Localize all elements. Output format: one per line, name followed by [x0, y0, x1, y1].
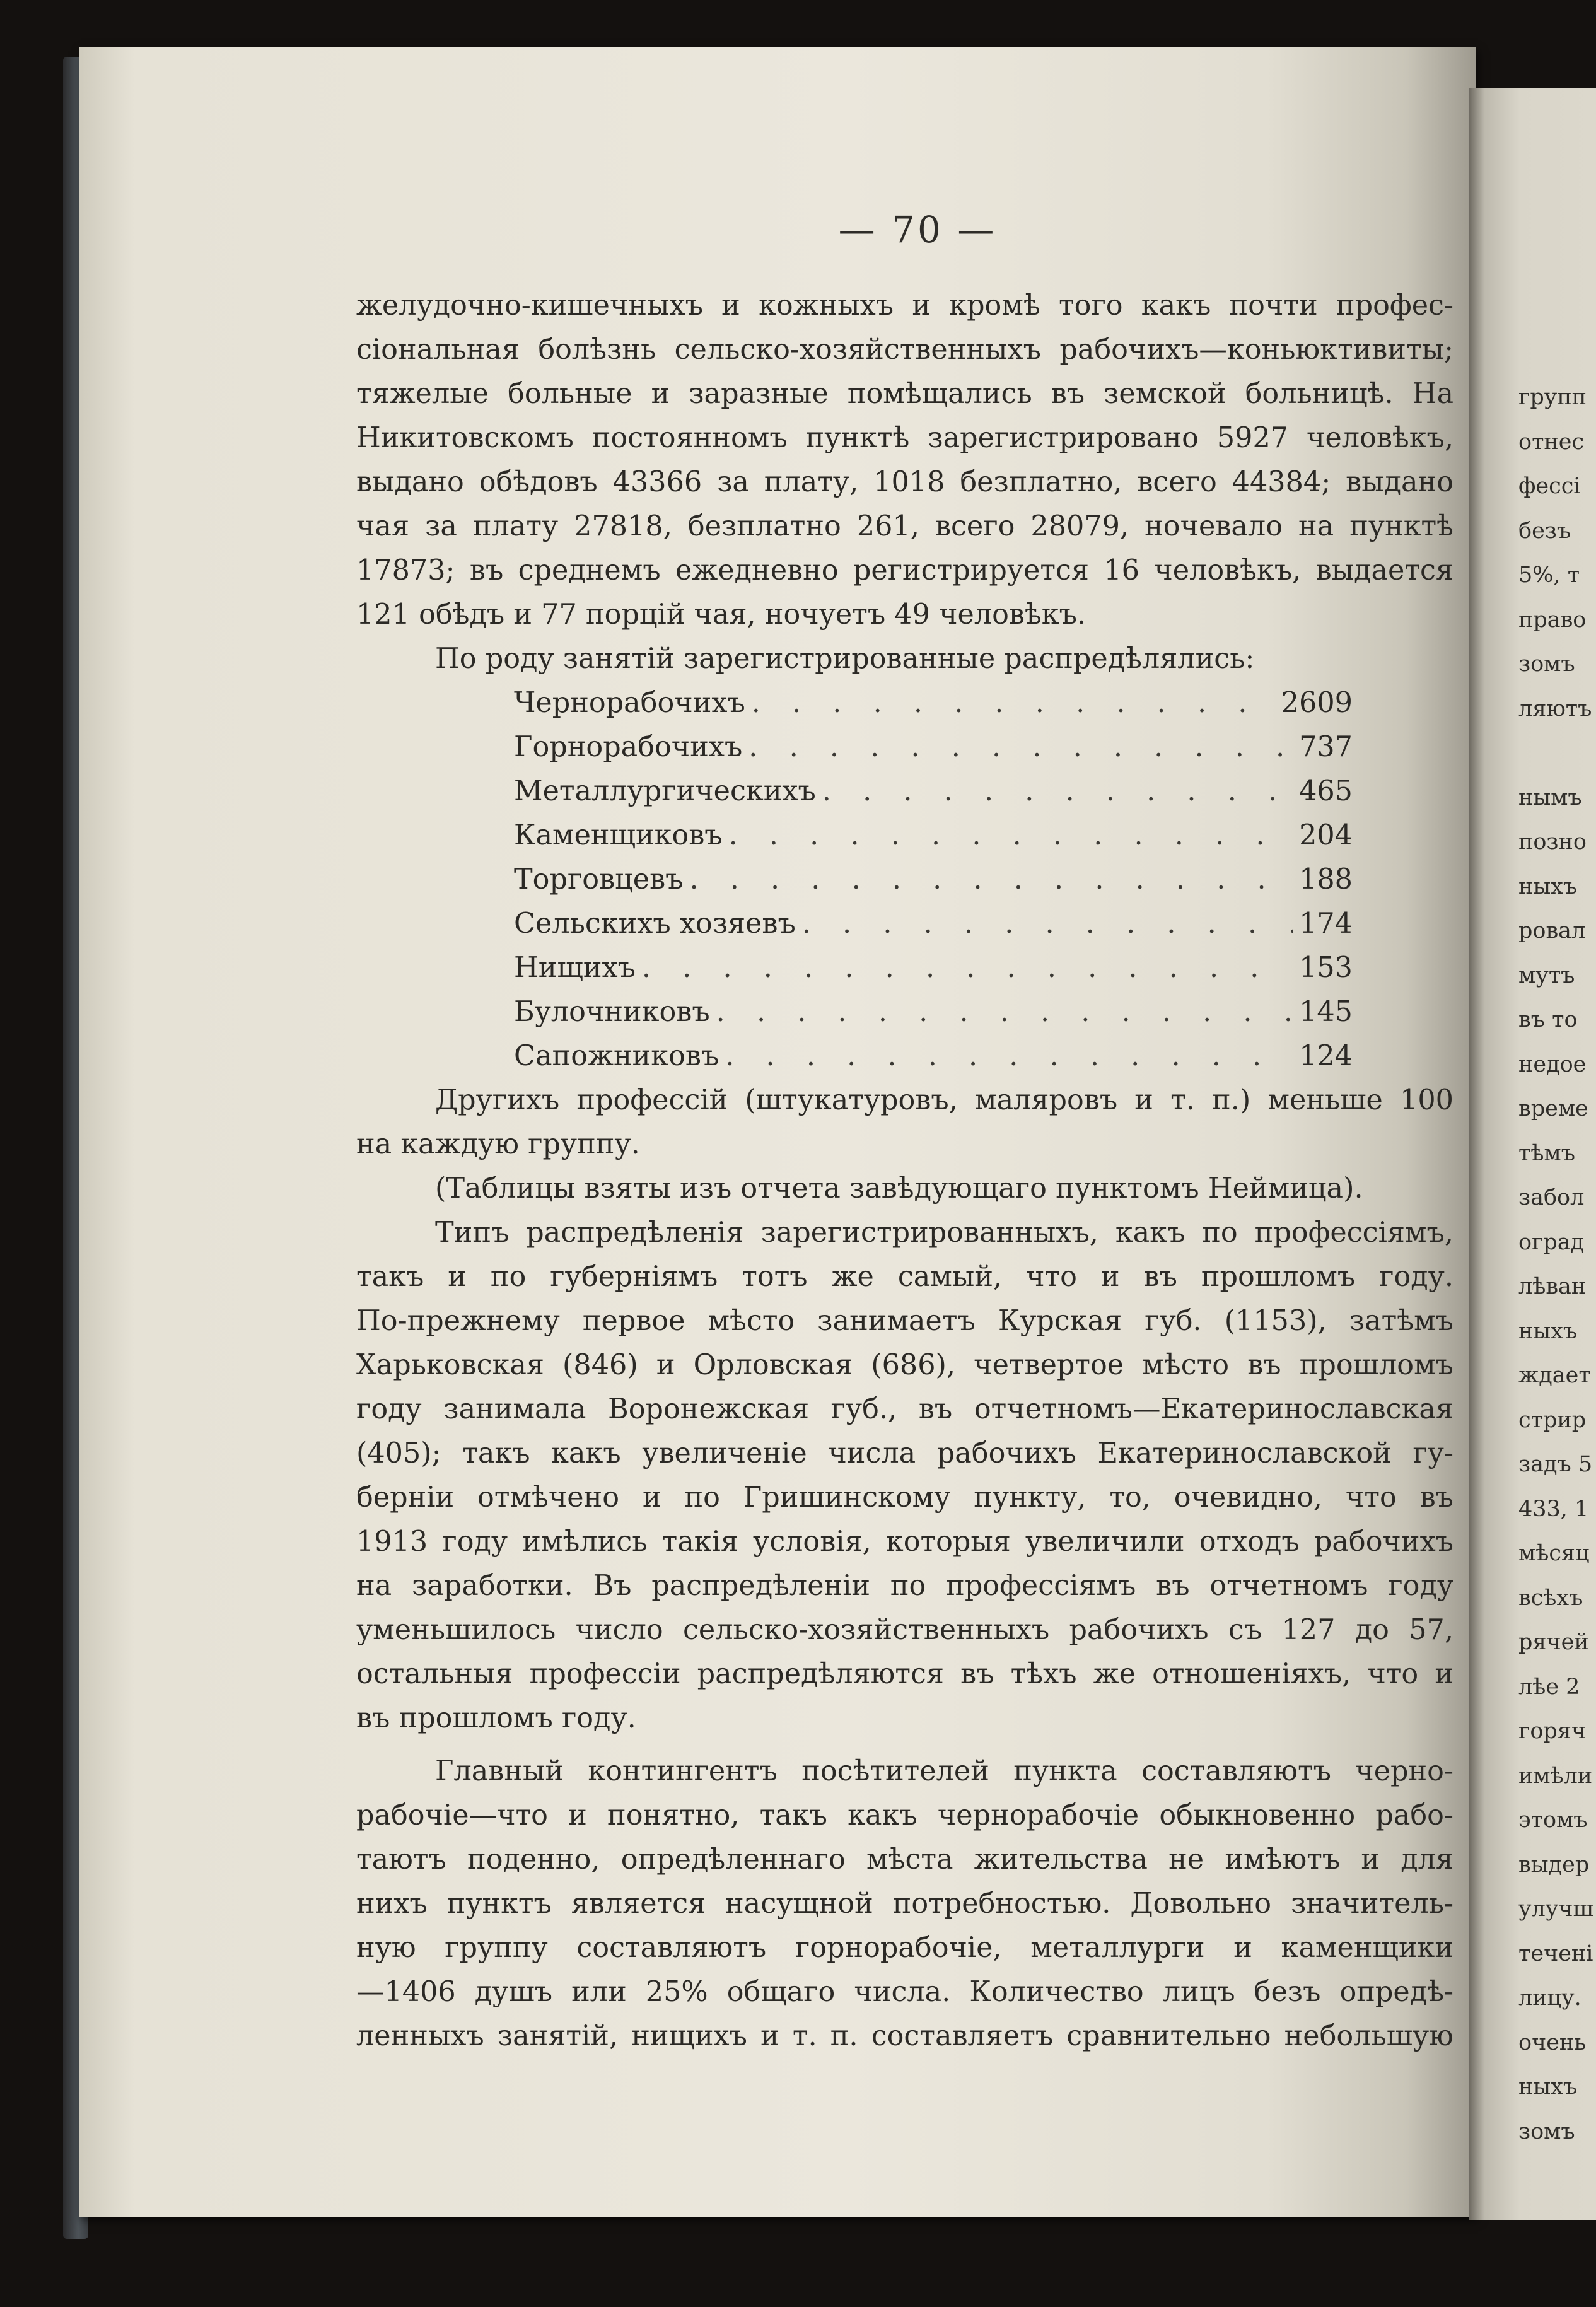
leader-dots — [822, 769, 1293, 814]
main-text — [356, 284, 1453, 2059]
right-page-line: этомъ — [1518, 1808, 1588, 1833]
text-line: рабочіе—что и понятно, такъ какъ чернорабочіе обыкновенно рабо- — [356, 1799, 1453, 1831]
right-page-line: лѣван — [1518, 1274, 1587, 1299]
occupation-name: Булочниковъ — [514, 996, 710, 1028]
occupation-name: Сапожниковъ — [514, 1040, 719, 1072]
right-page-line: выдер — [1518, 1852, 1590, 1878]
right-page-line: стрир — [1518, 1407, 1587, 1433]
occupation-row — [514, 681, 1353, 725]
text-line: ную группу составляютъ горнорабочіе, металлурги и каменщики — [356, 1932, 1453, 1964]
right-page-line: безъ — [1518, 518, 1571, 544]
occupation-count: 153 — [1299, 952, 1353, 984]
right-page-line: мѣсяц — [1518, 1541, 1590, 1566]
leader-dots — [729, 814, 1293, 858]
page-number: — 70 — — [838, 208, 997, 251]
text-line: такъ и по губерніямъ тотъ же самый, что и въ прошломъ году. — [356, 1261, 1453, 1293]
leader-dots — [802, 902, 1293, 946]
right-page-line: горяч — [1518, 1719, 1587, 1744]
leader-dots — [689, 858, 1293, 902]
occupation-name: Сельскихъ хозяевъ — [514, 908, 796, 940]
occupation-count: 465 — [1299, 775, 1353, 807]
text-line: —1406 душъ или 25% общаго числа. Количество лицъ безъ опредѣ- — [356, 1976, 1453, 2008]
right-page-line: ляютъ — [1518, 696, 1592, 721]
right-page-line: зомъ — [1518, 2118, 1575, 2144]
leader-dots — [725, 1034, 1293, 1078]
occupation-count: 145 — [1299, 996, 1353, 1028]
right-page-line: ныхъ — [1518, 2074, 1578, 2100]
text-line: въ прошломъ году. — [356, 1702, 636, 1734]
leader-dots — [748, 725, 1293, 769]
right-page-line: недое — [1518, 1051, 1587, 1077]
occupation-row — [514, 725, 1353, 769]
right-page-text — [1518, 375, 1593, 2154]
right-page-line — [1518, 731, 1593, 776]
leader-dots — [752, 681, 1275, 725]
text-line: 17873; въ среднемъ ежедневно регистрируется 16 человѣкъ, выдается — [356, 554, 1453, 587]
right-page-line: позно — [1518, 829, 1587, 855]
text-line: (Таблицы взяты изъ отчета завѣдующаго пунктомъ Неймица). — [435, 1172, 1363, 1205]
text-line: нихъ пунктъ является насущной потребностью. Довольно значитель- — [356, 1888, 1453, 1920]
right-page-line: фессі — [1518, 474, 1581, 499]
text-line: Другихъ профессій (штукатуровъ, маляровъ и т. п.) меньше 100 — [435, 1084, 1453, 1116]
right-page-line: всѣхъ — [1518, 1585, 1583, 1611]
text-line: таютъ поденно, опредѣленнаго мѣста жительства не имѣютъ и для — [356, 1843, 1453, 1876]
right-page — [1469, 88, 1596, 2220]
text-line: выдано обѣдовъ 43366 за плату, 1018 безплатно, всего 44384; выдано — [356, 466, 1453, 498]
right-page-line: улучш — [1518, 1896, 1594, 1922]
occupation-count: 737 — [1299, 731, 1353, 763]
occupation-name: Торговцевъ — [514, 863, 684, 896]
text-line: желудочно-кишечныхъ и кожныхъ и кромѣ того какъ почти профес- — [356, 289, 1453, 322]
occupation-count: 204 — [1299, 819, 1353, 851]
text-line: остальныя профессіи распредѣляются въ тѣхъ же отношеніяхъ, что и — [356, 1658, 1453, 1690]
paragraph-hospital-stats — [356, 284, 1453, 637]
right-page-line: ныхъ — [1518, 1318, 1578, 1344]
text-line: году занимала Воронежская губ., въ отчетномъ—Екатеринославская — [356, 1393, 1453, 1425]
text-line: чая за плату 27818, безплатно 261, всего 28079, ночевало на пунктѣ — [356, 510, 1453, 542]
occupation-name: Горнорабочихъ — [514, 731, 743, 763]
occupation-row — [514, 1034, 1353, 1078]
right-page-line: 433, 1 — [1518, 1496, 1589, 1522]
text-line: Никитовскомъ постоянномъ пунктѣ зарегистрировано 5927 человѣкъ, — [356, 422, 1453, 454]
right-page-line: 5%, т — [1518, 563, 1580, 588]
text-line: на заработки. Въ распредѣленіи по профессіямъ въ отчетномъ году — [356, 1570, 1453, 1602]
occupation-name: Металлургическихъ — [514, 775, 816, 807]
occupation-row — [514, 814, 1353, 858]
right-page-line: лѣе 2 — [1518, 1674, 1580, 1700]
occupation-count: 2609 — [1281, 687, 1353, 719]
text-line: уменьшилось число сельско-хозяйственныхъ рабочихъ съ 127 до 57, — [356, 1614, 1453, 1646]
right-page-line: ныхъ — [1518, 873, 1578, 899]
occupation-name: Каменщиковъ — [514, 819, 723, 851]
right-page-line: задъ 5 — [1518, 1452, 1593, 1477]
right-page-line: ровал — [1518, 918, 1586, 943]
right-page-line: забол — [1518, 1185, 1585, 1210]
text-line: Харьковская (846) и Орловская (686), четвертое мѣсто въ прошломъ — [356, 1349, 1453, 1381]
text-line: Типъ распредѣленія зарегистрированныхъ, какъ по профессіямъ, — [435, 1217, 1453, 1249]
right-page-line: очень — [1518, 2030, 1587, 2055]
right-page-line: течені — [1518, 1941, 1593, 1966]
paragraph-distribution — [356, 1078, 1453, 1741]
right-page-line: право — [1518, 607, 1587, 633]
text-line: 121 обѣдъ и 77 порцій чая, ночуетъ 49 человѣкъ. — [356, 599, 1086, 631]
text-line: сіональная болѣзнь сельско-хозяйственныхъ рабочихъ—коньюктивиты; — [356, 334, 1453, 366]
right-page-line: зомъ — [1518, 651, 1575, 677]
right-page-line: имѣли — [1518, 1763, 1593, 1789]
occupation-row — [514, 902, 1353, 946]
right-page-line: нымъ — [1518, 785, 1582, 810]
occupation-row — [514, 769, 1353, 814]
occupation-row — [514, 858, 1353, 902]
text-line: 1913 году имѣлись такія условія, которыя увеличили отходъ рабочихъ — [356, 1526, 1453, 1558]
right-page-line: мутъ — [1518, 962, 1575, 988]
text-line: ленныхъ занятій, нищихъ и т. п. составляетъ сравнительно небольшую — [356, 2020, 1453, 2052]
right-page-line: ждает — [1518, 1363, 1591, 1388]
right-page-line: отнес — [1518, 429, 1585, 455]
text-line: берніи отмѣчено и по Гришинскому пункту, то, очевидно, что въ — [356, 1481, 1453, 1514]
right-page-line: групп — [1518, 385, 1587, 410]
text-line: (405); такъ какъ увеличеніе числа рабочихъ Екатеринославской гу- — [356, 1437, 1453, 1469]
occupation-count: 174 — [1299, 908, 1353, 940]
text-line: на каждую группу. — [356, 1128, 640, 1160]
occupation-name: Чернорабочихъ — [514, 687, 745, 719]
occupation-count: 124 — [1299, 1040, 1353, 1072]
occupations-list — [356, 681, 1453, 1078]
occupation-count: 188 — [1299, 863, 1353, 896]
right-page-line: лицу. — [1518, 1985, 1581, 2011]
leader-dots — [716, 990, 1293, 1034]
occupation-row — [514, 990, 1353, 1034]
occupation-name: Нищихъ — [514, 952, 636, 984]
paragraph-contingent — [356, 1749, 1453, 2059]
leader-dots — [642, 946, 1293, 990]
right-page-line: оград — [1518, 1229, 1585, 1255]
text-line: тяжелые больные и заразные помѣщались въ земской больницѣ. На — [356, 378, 1453, 410]
right-page-line: тѣмъ — [1518, 1140, 1575, 1166]
right-page-line: време — [1518, 1096, 1588, 1121]
text-line: По-прежнему первое мѣсто занимаетъ Курская губ. (1153), затѣмъ — [356, 1305, 1453, 1337]
occupations-intro: По роду занятій зарегистрированные распредѣлялись: — [435, 643, 1255, 675]
right-page-line: въ то — [1518, 1007, 1578, 1032]
text-line: Главный контингентъ посѣтителей пункта составляютъ черно- — [435, 1755, 1453, 1787]
right-page-line: рячей — [1518, 1630, 1589, 1655]
occupation-row — [514, 946, 1353, 990]
